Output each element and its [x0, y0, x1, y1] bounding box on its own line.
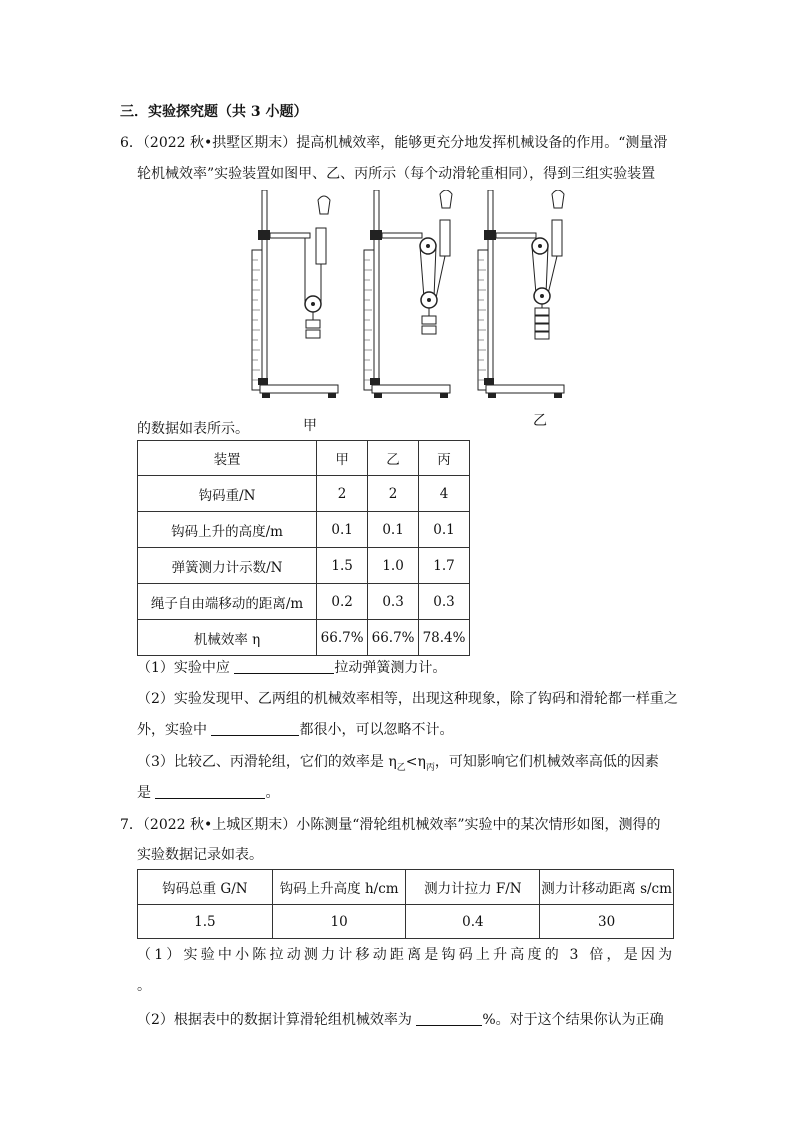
- table-cell: 30: [540, 905, 674, 939]
- table-cell: 弹簧测力计示数/N: [138, 548, 317, 584]
- table-cell: 0.3: [368, 584, 419, 620]
- q6-sub-2-text: 外，实验中: [137, 722, 212, 738]
- pulley-apparatus-figure: [240, 190, 580, 410]
- table-header-row: [138, 441, 470, 476]
- q6-sub-1-text-end: 拉动弹簧测力计。: [334, 660, 447, 676]
- table-header-cell: 测力计移动距离 s/cm: [540, 870, 674, 905]
- q6-line-1: 6．（2022 秋•拱墅区期末）提高机械效率，能够更充分地发挥机械设备的作用。“测量滑: [120, 135, 668, 151]
- answer-blank[interactable]: [211, 721, 299, 736]
- table-header-cell: 测力计拉力 F/N: [406, 870, 540, 905]
- q6-line-2: 轮机械效率”实验装置如图甲、乙、丙所示（每个动滑轮重相同），得到三组实验装置: [137, 166, 656, 182]
- q6-sub-2-line-1: （2）实验发现甲、乙两组的机械效率相等，出现这种现象，除了钩码和滑轮都一样重之: [137, 691, 678, 707]
- q7-sub-1-line-1: （1）实验中小陈拉动测力计移动距离是钩码上升高度的 3 倍，是因为: [137, 947, 676, 963]
- table-cell: 1.7: [419, 548, 470, 584]
- table-cell: 0.2: [317, 584, 368, 620]
- table-row: [138, 512, 470, 548]
- table-cell: 10: [272, 905, 406, 939]
- q6-sub-3-text: （3）比较乙、丙滑轮组，它们的效率是 η: [137, 754, 397, 770]
- table-cell: 1.5: [138, 905, 273, 939]
- table-cell: 钩码重/N: [138, 476, 317, 512]
- table-cell: 2: [317, 476, 368, 512]
- table-cell: 78.4%: [419, 620, 470, 656]
- table-cell: 0.1: [368, 512, 419, 548]
- q7-sub-2-text-end: %。对于这个结果你认为正确: [482, 1012, 664, 1028]
- figure-label-jia: 甲: [303, 418, 317, 434]
- table-cell: 0.4: [406, 905, 540, 939]
- answer-blank[interactable]: [416, 1011, 482, 1026]
- q6-sub-2-text-end: 都很小，可以忽略不计。: [299, 722, 454, 738]
- table-cell: 4: [419, 476, 470, 512]
- table-cell: 2: [368, 476, 419, 512]
- q7-sub-1-line-2: 。: [137, 978, 151, 994]
- table-row: [138, 905, 674, 939]
- eta-subscript-bing: 丙: [425, 762, 435, 773]
- table-row: [138, 620, 470, 656]
- q7-data-table: [137, 869, 674, 939]
- table-header-cell: 钩码总重 G/N: [138, 870, 273, 905]
- table-header-row: [138, 870, 674, 905]
- q7-sub-2: [137, 1010, 664, 1030]
- table-cell: 绳子自由端移动的距离/m: [138, 584, 317, 620]
- figure-label-yi: 乙: [533, 413, 547, 429]
- q6-sub-3-text-end: ，可知影响它们机械效率高低的因素: [434, 754, 659, 770]
- eta-compare: <η: [405, 754, 426, 770]
- table-cell: 钩码上升的高度/m: [138, 512, 317, 548]
- table-header-cell: 甲: [317, 441, 368, 476]
- table-row: [138, 548, 470, 584]
- q6-sub-2-line-2: [137, 720, 453, 740]
- q6-line-3: 的数据如表所示。: [137, 421, 249, 437]
- q6-sub-1-text: （1）实验中应: [137, 660, 235, 676]
- table-header-cell: 钩码上升高度 h/cm: [272, 870, 406, 905]
- answer-blank[interactable]: [155, 784, 265, 799]
- q7-sub-2-text: （2）根据表中的数据计算滑轮组机械效率为: [137, 1012, 417, 1028]
- eta-subscript-yi: 乙: [396, 762, 406, 773]
- table-cell: 0.1: [419, 512, 470, 548]
- table-cell: 1.0: [368, 548, 419, 584]
- section-title: 三．实验探究题（共 3 小题）: [120, 104, 308, 120]
- table-cell: 机械效率 η: [138, 620, 317, 656]
- table-cell: 66.7%: [317, 620, 368, 656]
- q6-sub-3-line-2-text: 是: [137, 785, 156, 801]
- q6-data-table: [137, 440, 470, 656]
- answer-blank[interactable]: [234, 659, 334, 674]
- q6-sub-1: [137, 658, 446, 678]
- table-row: [138, 476, 470, 512]
- table-cell: 1.5: [317, 548, 368, 584]
- q7-line-1: 7．（2022 秋•上城区期末）小陈测量“滑轮组机械效率”实验中的某次情形如图，测得的: [120, 817, 661, 833]
- table-row: [138, 584, 470, 620]
- q6-sub-3-line-1: [137, 752, 659, 778]
- table-cell: 66.7%: [368, 620, 419, 656]
- table-header-cell: 装置: [138, 441, 317, 476]
- q6-sub-3-line-2-end: 。: [265, 785, 280, 801]
- q7-line-2: 实验数据记录如表。: [137, 847, 263, 863]
- table-header-cell: 乙: [368, 441, 419, 476]
- table-cell: 0.1: [317, 512, 368, 548]
- q6-sub-3-line-2: [137, 783, 279, 803]
- table-cell: 0.3: [419, 584, 470, 620]
- table-header-cell: 丙: [419, 441, 470, 476]
